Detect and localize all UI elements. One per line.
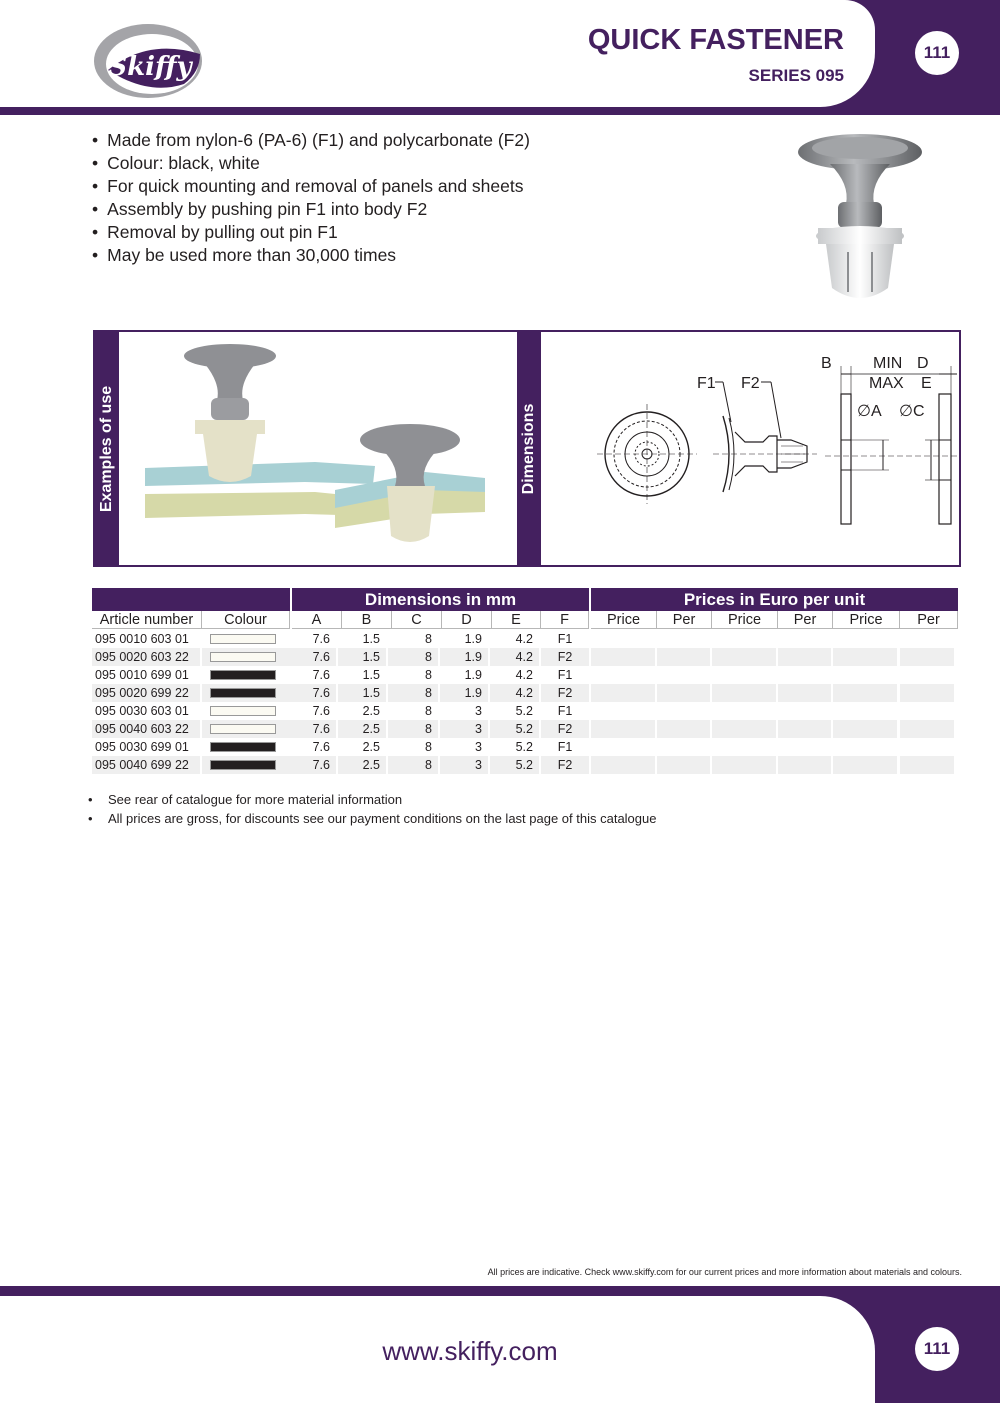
label-min: MIN — [873, 355, 903, 372]
cell-b: 2.5 — [338, 756, 386, 774]
colour-swatch — [210, 670, 276, 680]
price-cell — [657, 756, 710, 774]
cell-d: 3 — [475, 740, 482, 754]
cell-f: F2 — [541, 720, 589, 738]
cell-d: 3 — [475, 704, 482, 718]
cell-article: 095 0020 699 22 — [92, 684, 200, 702]
colour-swatch — [210, 634, 276, 644]
colour-swatch — [210, 688, 276, 698]
cell-c: 8 — [388, 684, 438, 702]
price-cell — [591, 738, 655, 756]
cell-a: 7.6 — [312, 740, 330, 754]
table-row — [92, 720, 958, 738]
cell-f: F1 — [557, 668, 573, 682]
label-f2: F2 — [741, 375, 760, 392]
price-cell — [900, 738, 954, 756]
table-row — [92, 738, 958, 756]
website-link[interactable]: www.skiffy.com — [382, 1336, 558, 1366]
cell-d: 1.9 — [440, 648, 488, 666]
cell-f: F1 — [557, 704, 573, 718]
cell-f: F1 — [557, 740, 573, 754]
cell-a: 7.6 — [288, 684, 336, 702]
price-cell — [900, 720, 954, 738]
cell-f: F2 — [541, 756, 589, 774]
col-price-3: Price — [833, 611, 900, 629]
col-c: C — [392, 611, 442, 629]
cell-f: F1 — [557, 632, 573, 646]
dimensions-label: Dimensions — [520, 403, 537, 494]
cell-d: 1.9 — [440, 684, 488, 702]
note-item: • See rear of catalogue for more material information — [88, 790, 656, 809]
cell-f: F2 — [541, 684, 589, 702]
price-cell — [712, 684, 776, 702]
col-e: E — [492, 611, 541, 629]
colour-cell — [202, 702, 290, 720]
examples-of-use-illustration — [125, 336, 513, 562]
price-cell — [712, 648, 776, 666]
cell-article: 095 0040 699 22 — [92, 756, 200, 774]
col-per-3: Per — [900, 611, 958, 629]
cell-c: 8 — [388, 720, 438, 738]
feature-item: • For quick mounting and removal of panels and sheets — [92, 175, 530, 198]
price-cell — [591, 702, 655, 720]
price-cell — [833, 756, 897, 774]
colour-cell — [202, 648, 290, 666]
label-d: D — [917, 355, 929, 372]
colour-cell — [202, 720, 290, 738]
feature-item: • Assembly by pushing pin F1 into body F2 — [92, 198, 530, 221]
feature-item: • Removal by pulling out pin F1 — [92, 221, 530, 244]
dimensions-header: Dimensions in mm — [292, 588, 589, 611]
colour-swatch — [210, 724, 276, 734]
colour-cell — [202, 738, 290, 756]
price-cell — [900, 666, 954, 684]
colour-swatch — [210, 706, 276, 716]
col-b: B — [342, 611, 392, 629]
cell-f: F2 — [541, 648, 589, 666]
cell-article: 095 0010 699 01 — [95, 668, 189, 682]
page-number-badge: 111 — [915, 31, 959, 75]
price-cell — [657, 720, 710, 738]
skiffy-logo — [88, 20, 208, 102]
price-cell — [778, 630, 831, 648]
table-row — [92, 666, 958, 684]
cell-article: 095 0020 603 22 — [92, 648, 200, 666]
col-f: F — [541, 611, 589, 629]
price-cell — [778, 738, 831, 756]
cell-b: 1.5 — [338, 648, 386, 666]
feature-item: • Colour: black, white — [92, 152, 530, 175]
price-cell — [778, 684, 831, 702]
cell-a: 7.6 — [312, 668, 330, 682]
price-cell — [591, 756, 655, 774]
colour-swatch — [210, 652, 276, 662]
price-cell — [833, 648, 897, 666]
cell-c: 8 — [388, 648, 438, 666]
cell-e: 5.2 — [515, 740, 533, 754]
label-diameter-c: ∅C — [899, 403, 925, 420]
price-cell — [778, 666, 831, 684]
price-cell — [712, 702, 776, 720]
cell-b: 1.5 — [362, 668, 380, 682]
price-cell — [657, 702, 710, 720]
price-cell — [591, 684, 655, 702]
note-item: • All prices are gross, for discounts see our payment conditions on the last page of this catalogue — [88, 809, 656, 828]
price-cell — [900, 648, 954, 666]
price-cell — [657, 648, 710, 666]
colour-cell — [202, 756, 290, 774]
cell-d: 1.9 — [464, 632, 482, 646]
price-cell — [591, 666, 655, 684]
price-disclaimer: All prices are indicative. Check www.skiffy.com for our current prices and more information about materials and colours. — [487, 1267, 962, 1277]
image-panels — [93, 330, 961, 567]
prices-header: Prices in Euro per unit — [591, 588, 958, 611]
cell-d: 3 — [440, 720, 488, 738]
colour-swatch — [210, 742, 276, 752]
price-cell — [778, 756, 831, 774]
page-title: QUICK FASTENER — [587, 24, 844, 56]
cell-article: 095 0040 603 22 — [92, 720, 200, 738]
col-article-number: Article number — [92, 611, 202, 629]
cell-e: 5.2 — [490, 756, 539, 774]
label-b: B — [821, 355, 832, 372]
cell-a: 7.6 — [312, 704, 330, 718]
price-cell — [778, 720, 831, 738]
cell-a: 7.6 — [288, 756, 336, 774]
price-cell — [778, 648, 831, 666]
feature-item: • Made from nylon-6 (PA-6) (F1) and polycarbonate (F2) — [92, 129, 530, 152]
table-row — [92, 648, 958, 666]
cell-article: 095 0030 699 01 — [95, 740, 189, 754]
col-per-2: Per — [778, 611, 833, 629]
price-cell — [900, 684, 954, 702]
label-e: E — [921, 375, 932, 392]
table-row — [92, 684, 958, 702]
price-cell — [591, 648, 655, 666]
colour-cell — [202, 684, 290, 702]
cell-b: 1.5 — [362, 632, 380, 646]
colour-cell — [202, 666, 290, 684]
cell-a: 7.6 — [288, 720, 336, 738]
cell-a: 7.6 — [288, 648, 336, 666]
cell-e: 4.2 — [515, 632, 533, 646]
feature-list — [92, 129, 530, 267]
label-diameter-a: ∅A — [857, 403, 882, 420]
col-colour: Colour — [202, 611, 290, 629]
price-cell — [833, 738, 897, 756]
price-cell — [657, 738, 710, 756]
price-cell — [833, 720, 897, 738]
price-cell — [712, 666, 776, 684]
price-cell — [712, 630, 776, 648]
examples-label-bar — [95, 332, 119, 565]
notes-list — [88, 790, 656, 828]
cell-b: 2.5 — [362, 740, 380, 754]
series-subtitle: SERIES 095 — [748, 66, 844, 85]
feature-item: • May be used more than 30,000 times — [92, 244, 530, 267]
price-cell — [657, 630, 710, 648]
price-cell — [657, 666, 710, 684]
table-row — [92, 630, 958, 648]
cell-e: 4.2 — [515, 668, 533, 682]
cell-e: 4.2 — [490, 648, 539, 666]
cell-b: 1.5 — [338, 684, 386, 702]
col-price-2: Price — [712, 611, 778, 629]
cell-c: 8 — [425, 704, 432, 718]
cell-e: 4.2 — [490, 684, 539, 702]
col-a: A — [292, 611, 342, 629]
col-price-1: Price — [591, 611, 657, 629]
cell-a: 7.6 — [312, 632, 330, 646]
cell-b: 2.5 — [362, 704, 380, 718]
cell-article: 095 0010 603 01 — [95, 632, 189, 646]
product-photo — [780, 128, 940, 318]
price-cell — [778, 702, 831, 720]
price-cell — [833, 684, 897, 702]
label-f1: F1 — [697, 375, 716, 392]
table-row — [92, 702, 958, 720]
label-max: MAX — [869, 375, 904, 392]
examples-label: Examples of use — [98, 385, 115, 512]
dimensions-label-bar — [517, 332, 541, 565]
cell-e: 5.2 — [515, 704, 533, 718]
svg-text:Skiffy: Skiffy — [108, 52, 192, 82]
footer-page-number-badge: 111 — [915, 1327, 959, 1371]
cell-b: 2.5 — [338, 720, 386, 738]
dimensions-drawing — [545, 336, 957, 562]
price-cell — [712, 738, 776, 756]
price-cell — [833, 630, 897, 648]
cell-c: 8 — [425, 632, 432, 646]
cell-e: 5.2 — [490, 720, 539, 738]
price-cell — [833, 702, 897, 720]
cell-d: 3 — [440, 756, 488, 774]
price-cell — [833, 666, 897, 684]
price-cell — [591, 720, 655, 738]
cell-c: 8 — [425, 740, 432, 754]
table-row — [92, 756, 958, 774]
cell-c: 8 — [425, 668, 432, 682]
cell-article: 095 0030 603 01 — [95, 704, 189, 718]
price-cell — [712, 720, 776, 738]
col-per-1: Per — [657, 611, 712, 629]
colour-swatch — [210, 760, 276, 770]
col-d: D — [442, 611, 492, 629]
price-cell — [591, 630, 655, 648]
price-cell — [657, 684, 710, 702]
table-header-blank — [92, 588, 290, 611]
price-cell — [900, 630, 954, 648]
price-cell — [900, 756, 954, 774]
colour-cell — [202, 630, 290, 648]
cell-c: 8 — [388, 756, 438, 774]
cell-d: 1.9 — [464, 668, 482, 682]
price-cell — [712, 756, 776, 774]
price-cell — [900, 702, 954, 720]
